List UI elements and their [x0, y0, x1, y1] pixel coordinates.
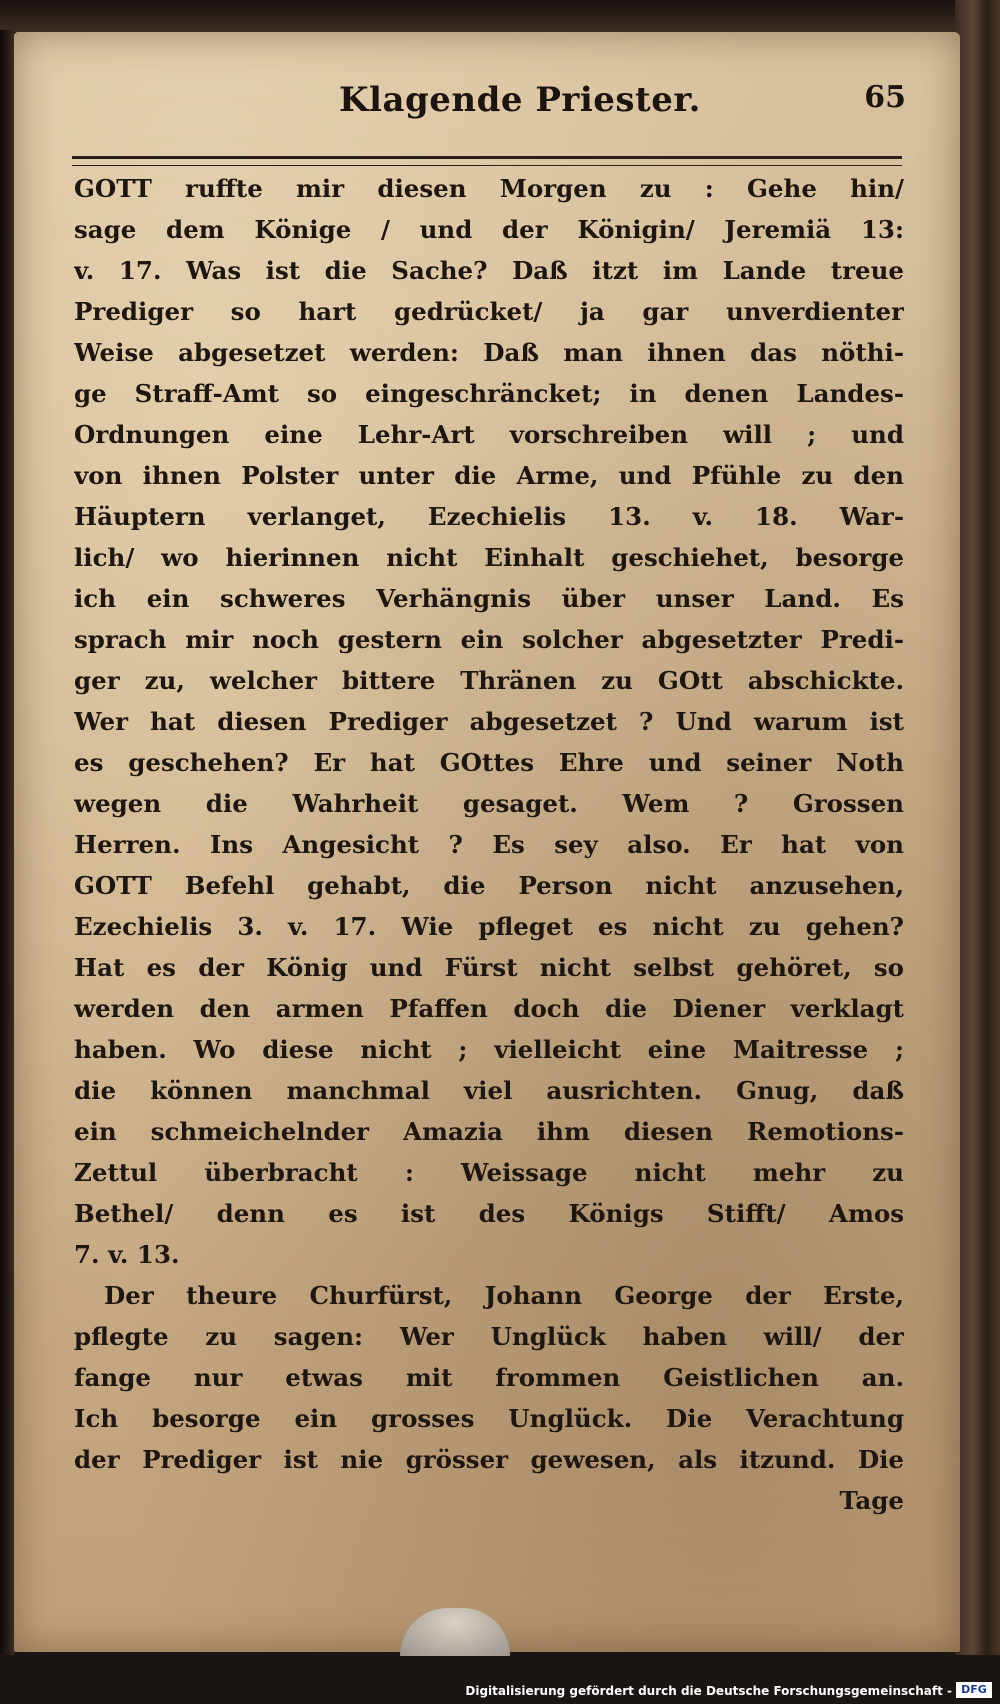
book-page — [14, 32, 960, 1652]
page-number: 65 — [864, 80, 906, 115]
text-line: v. 17. Was ist die Sache? Daß itzt im Lande treue — [74, 256, 904, 285]
text-line: Weise abgesetzet werden: Daß man ihnen das nöthi- — [74, 338, 904, 367]
text-line: Ordnungen eine Lehr-Art vorschreiben will ; und — [74, 420, 904, 449]
text-line: sprach mir noch gestern ein solcher abgesetzter Predi- — [74, 625, 904, 654]
text-line: ein schmeichelnder Amazia ihm diesen Remotions- — [74, 1117, 904, 1146]
text-line: wegen die Wahrheit gesaget. Wem ? Grossen — [74, 789, 904, 818]
text-line: der Prediger ist nie grösser gewesen, als itzund. Die — [74, 1445, 904, 1474]
text-line: Bethel/ denn es ist des Königs Stifft/ Amos — [74, 1199, 904, 1228]
body-text — [74, 168, 904, 1521]
text-line: ich ein schweres Verhängnis über unser Land. Es — [74, 584, 904, 613]
page-header — [74, 80, 914, 140]
digitization-credit: Digitalisierung gefördert durch die Deutsche Forschungsgemeinschaft - — [465, 1684, 952, 1698]
text-line: Wer hat diesen Prediger abgesetzet ? Und warum ist — [74, 707, 904, 736]
text-line: Häuptern verlanget, Ezechielis 13. v. 18. War- — [74, 502, 904, 531]
header-rule — [72, 156, 902, 166]
text-line: es geschehen? Er hat GOttes Ehre und seiner Noth — [74, 748, 904, 777]
book-page-edges — [955, 0, 1000, 1655]
dfg-logo: DFG — [956, 1682, 992, 1698]
text-line: werden den armen Pfaffen doch die Diener verklagt — [74, 994, 904, 1023]
page-top-shadow — [0, 0, 1000, 32]
text-line: die können manchmal viel ausrichten. Gnug, daß — [74, 1076, 904, 1105]
text-line: Herren. Ins Angesicht ? Es sey also. Er hat von — [74, 830, 904, 859]
text-line: ge Straff-Amt so eingeschräncket; in denen Landes- — [74, 379, 904, 408]
text-line: Hat es der König und Fürst nicht selbst gehöret, so — [74, 953, 904, 982]
text-line: haben. Wo diese nicht ; vielleicht eine Maitresse ; — [74, 1035, 904, 1064]
text-line: sage dem Könige / und der Königin/ Jeremiä 13: — [74, 215, 904, 244]
text-line: lich/ wo hierinnen nicht Einhalt geschiehet, besorge — [74, 543, 904, 572]
text-line: GOTT ruffte mir diesen Morgen zu : Gehe hin/ — [74, 174, 904, 203]
catchword: Tage — [839, 1486, 904, 1515]
text-line: von ihnen Polster unter die Arme, und Pfühle zu den — [74, 461, 904, 490]
text-line: Der theure Churfürst, Johann George der Erste, — [104, 1281, 904, 1310]
text-line: pflegte zu sagen: Wer Unglück haben will/ der — [74, 1322, 904, 1351]
text-line: Prediger so hart gedrücket/ ja gar unverdienter — [74, 297, 904, 326]
text-line: 7. v. 13. — [74, 1240, 180, 1269]
text-line: Ich besorge ein grosses Unglück. Die Verachtung — [74, 1404, 904, 1433]
text-line: Zettul überbracht : Weissage nicht mehr zu — [74, 1158, 904, 1187]
text-line: ger zu, welcher bittere Thränen zu GOtt abschickte. — [74, 666, 904, 695]
text-line: fange nur etwas mit frommen Geistlichen an. — [74, 1363, 904, 1392]
running-title: Klagende Priester. — [339, 80, 701, 120]
book-gutter — [0, 30, 14, 1655]
text-line: GOTT Befehl gehabt, die Person nicht anzusehen, — [74, 871, 904, 900]
text-line: Ezechielis 3. v. 17. Wie pfleget es nicht zu gehen? — [74, 912, 904, 941]
